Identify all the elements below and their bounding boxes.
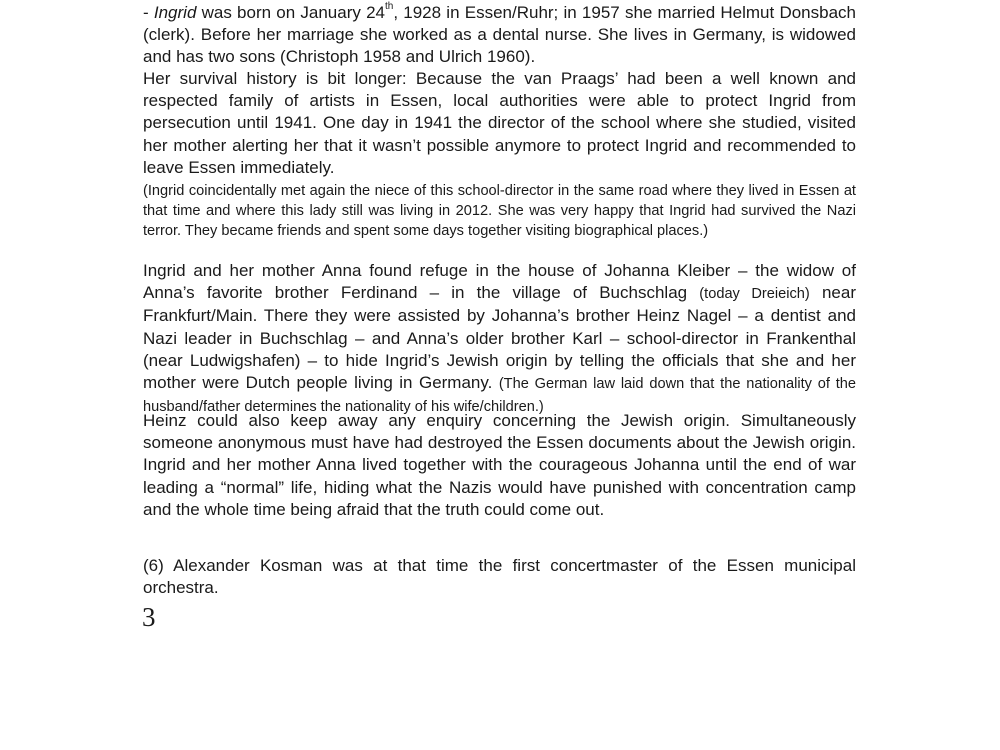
refuge-paragraph xyxy=(143,260,856,418)
ingrid-paragraph xyxy=(143,2,856,69)
refuge-aside-1: (today Dreieich) xyxy=(699,286,810,303)
school-director-note: (Ingrid coincidentally met again the niece of this school-director in the same road where they lived in Essen at that time and where this lady still was living in 2012. She was very happy that Ingrid had survived the Nazi terror. They became friends and spent some days together visiting biographical places.) xyxy=(143,183,856,239)
survival-paragraph: Her survival history is bit longer: Because the van Praags’ had been a well known and respected family of artists in Essen, local authorities were able to protect Ingrid from persecution until 1941. One day in 1941 the director of the school where she studied, visited her mother alerting her that it wasn’t possible anymore to protect Ingrid and recommended to leave Essen immediately. xyxy=(143,69,856,177)
page-number: 3 xyxy=(142,602,156,632)
footnote-6: (6) Alexander Kosman was at that time the first concertmaster of the Essen municipal orchestra. xyxy=(143,556,856,598)
marriage-text: , 1928 in Essen/Ruhr; in 1957 she married Helmut Donsbach (clerk). Before her marriage she worked as a dental nurse. She lives in Germany, is widowed and has two sons (Christoph 1958 and Ulrich 1960). xyxy=(143,3,856,67)
ingrid-name: Ingrid xyxy=(153,3,197,22)
birth-text: was born on January 24 xyxy=(196,3,385,22)
heinz-paragraph: Heinz could also keep away any enquiry concerning the Jewish origin. Simultaneously someone anonymous must have had destroyed the Essen documents about the Jewish origin. Ingrid and her mother Anna lived together with the courageous Johanna until the end of war leading a “normal” life, hiding what the Nazis would have punished with concentration camp and the whole time being afraid that the truth could come out. xyxy=(143,411,856,519)
refuge-text-1: Ingrid and her mother Anna found refuge in the house of Johanna Kleiber – the widow of Anna’s favorite brother Ferdinand – in the village of Buchschlag xyxy=(143,261,856,303)
refuge-aside-2: (The German law laid down that the nationality of the husband/father determines the nationality of his wife/children.) xyxy=(143,376,856,416)
dash: - xyxy=(143,3,154,22)
ordinal-suffix: th xyxy=(385,1,394,12)
refuge-text-2: near Frankfurt/Main. There they were assisted by Johanna’s brother Heinz Nagel – a dentist and Nazi leader in Buchschlag – and Anna’s older brother Karl – school-director in Frankenthal (near Ludwigshafen) – to hide Ingrid’s Jewish origin by telling the officials that she and her mother were Dutch people living in Germany. xyxy=(143,283,856,393)
